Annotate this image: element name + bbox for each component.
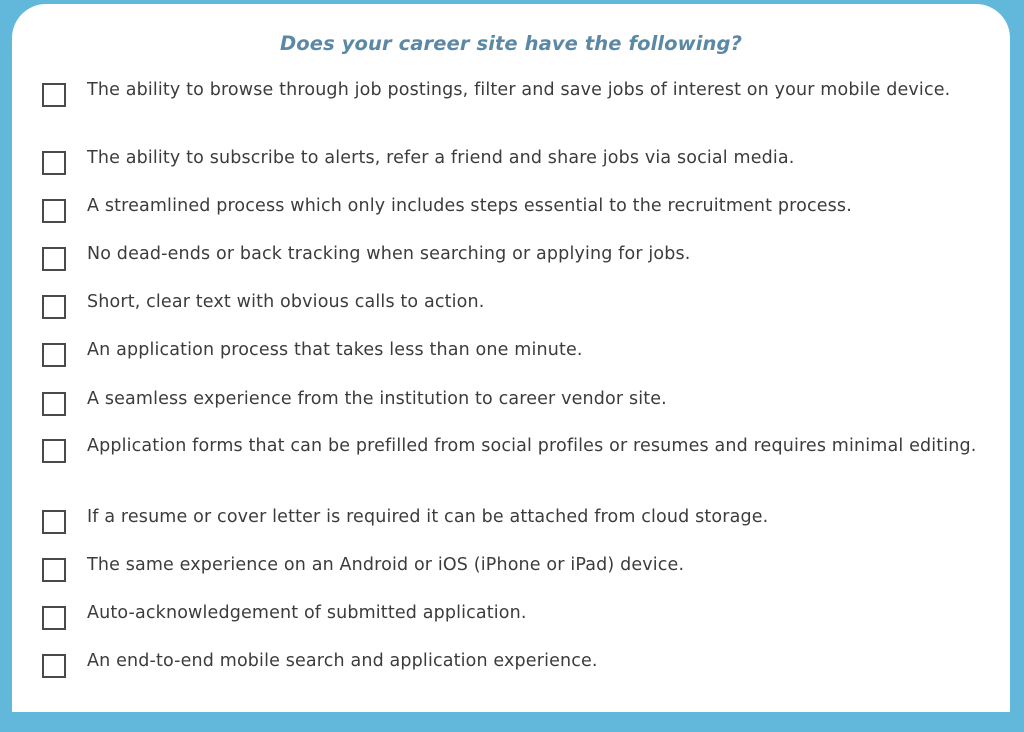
checklist-item-label: The same experience on an Android or iOS (iPhone or iPad) device. [87,555,685,575]
checkbox[interactable] [42,606,66,630]
checkbox[interactable] [42,392,66,416]
checklist-item-label: If a resume or cover letter is required it can be attached from cloud storage. [87,507,769,527]
checkbox[interactable] [42,654,66,678]
checkbox[interactable] [42,439,66,463]
checkbox[interactable] [42,199,66,223]
checkbox[interactable] [42,247,66,271]
checkbox[interactable] [42,558,66,582]
checklist-item-label: No dead-ends or back tracking when searching or applying for jobs. [87,244,691,264]
checklist-item-label: Short, clear text with obvious calls to action. [87,292,485,312]
checklist-item-label: Application forms that can be prefilled from social profiles or resumes and requires minimal editing. [87,436,977,456]
checkbox[interactable] [42,151,66,175]
checklist-item-label: A streamlined process which only includes steps essential to the recruitment process. [87,196,852,216]
checklist-item-label: Auto-acknowledgement of submitted application. [87,603,527,623]
checklist-item-label: The ability to browse through job postings, filter and save jobs of interest on your mobile device. [87,80,951,100]
checklist-item-label: An application process that takes less than one minute. [87,340,583,360]
checklist-item-label: The ability to subscribe to alerts, refer a friend and share jobs via social media. [87,148,795,168]
checkbox[interactable] [42,510,66,534]
checklist-title: Does your career site have the following? [280,32,742,55]
checkbox[interactable] [42,295,66,319]
checkbox[interactable] [42,83,66,107]
checklist [12,4,1010,712]
checklist-item-label: An end-to-end mobile search and application experience. [87,651,598,671]
checkbox[interactable] [42,343,66,367]
checklist-item-label: A seamless experience from the institution to career vendor site. [87,389,667,409]
checklist-card [12,4,1010,712]
